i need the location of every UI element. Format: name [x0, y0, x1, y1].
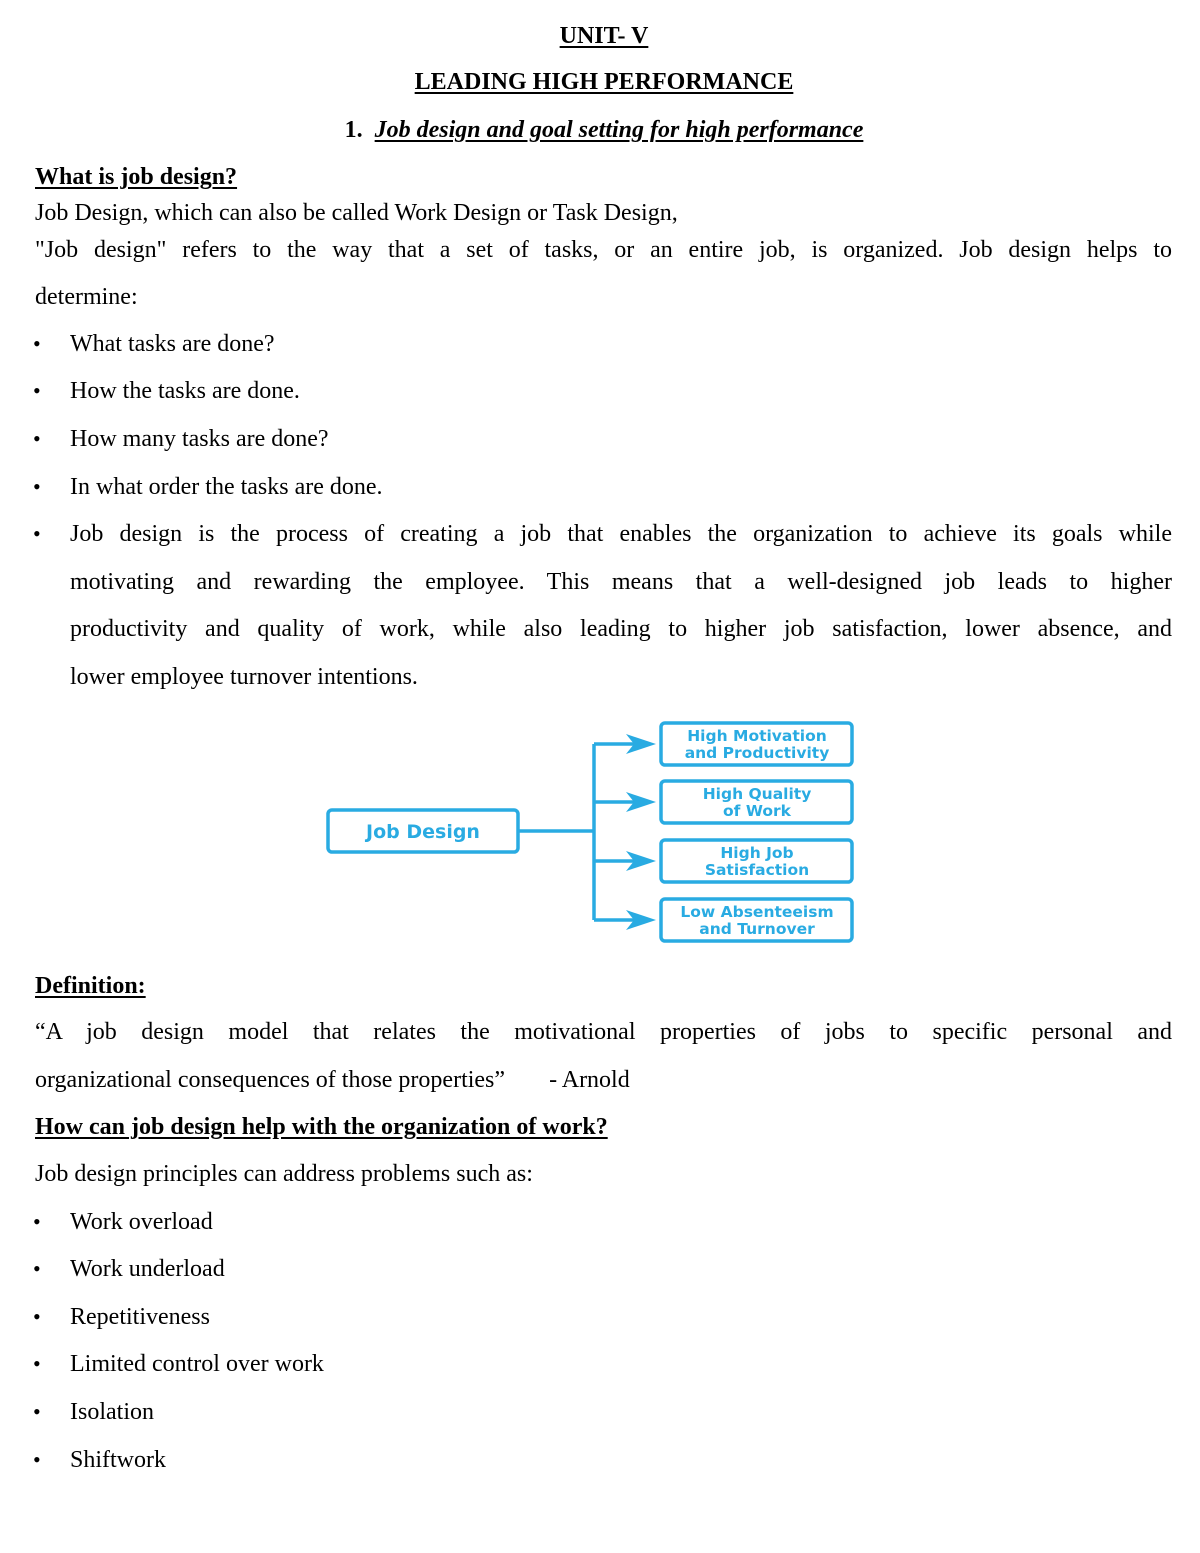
long-bullet-line: Job design is the process of creating a job that enables the organization to achieve its goals while [70, 521, 1172, 547]
definition-quote-end [35, 1065, 630, 1095]
job-design-box-label: Job Design [366, 821, 480, 843]
bullet-icon: • [33, 1399, 41, 1424]
list-item: Repetitiveness [70, 1304, 210, 1330]
list-item: How the tasks are done. [70, 378, 300, 404]
list-item: In what order the tasks are done. [70, 474, 383, 500]
job-design-intro: Job Design, which can also be called Work Design or Task Design, [35, 200, 678, 226]
definition-heading: Definition: [35, 973, 146, 999]
organization-heading: How can job design help with the organization of work? [35, 1114, 608, 1140]
bullet-icon: • [33, 1256, 41, 1281]
list-item: Shiftwork [70, 1447, 166, 1473]
definition-quote-line: “A job design model that relates the motivational properties of jobs to specific personal and [35, 1019, 1172, 1045]
list-item: Work overload [70, 1209, 213, 1235]
outcome-label: Low Absenteeism [680, 903, 834, 921]
job-design-paragraph-line: "Job design" refers to the way that a set of tasks, or an entire job, is organized. Job design helps to [35, 237, 1172, 263]
section-heading [0, 115, 1200, 145]
long-bullet-line: productivity and quality of work, while also leading to higher job satisfaction, lower absence, and [70, 616, 1172, 642]
job-design-diagram [0, 715, 1200, 950]
bullet-icon: • [33, 331, 41, 356]
bullet-icon: • [33, 1304, 41, 1329]
section-title: Job design and goal setting for high performance [374, 117, 864, 143]
long-bullet-line: motivating and rewarding the employee. This means that a well-designed job leads to higher [70, 569, 1172, 595]
outcome-label: of Work [723, 802, 791, 820]
list-item: What tasks are done? [70, 331, 275, 357]
job-design-heading: What is job design? [35, 164, 238, 190]
outcome-label: High Quality [702, 785, 812, 803]
bullet-icon: • [33, 1351, 41, 1376]
bullet-icon: • [33, 1447, 41, 1472]
bullet-icon: • [33, 1209, 41, 1234]
bullet-icon: • [33, 521, 41, 546]
bullet-icon: • [33, 426, 41, 451]
bullet-icon: • [33, 474, 41, 499]
outcome-label: Satisfaction [704, 861, 810, 879]
bullet-icon: • [33, 378, 41, 403]
outcome-label: and Productivity [684, 744, 830, 762]
section-number: 1. [344, 117, 363, 143]
list-item: How many tasks are done? [70, 426, 329, 452]
outcome-label: High Motivation [687, 727, 827, 745]
outcome-label: High Job [720, 844, 794, 862]
list-item: Work underload [70, 1256, 225, 1282]
unit-label: UNIT- V [559, 23, 649, 49]
organization-intro: Job design principles can address problems such as: [35, 1161, 533, 1187]
list-item: Limited control over work [70, 1351, 324, 1377]
outcome-label: and Turnover [699, 920, 815, 938]
job-design-paragraph-end: determine: [35, 284, 138, 310]
long-bullet-line: lower employee turnover intentions. [70, 664, 418, 690]
definition-author: - Arnold [549, 1067, 630, 1093]
list-item: Isolation [70, 1399, 154, 1425]
definition-quote-text: organizational consequences of those properties” [35, 1067, 506, 1093]
page-title: LEADING HIGH PERFORMANCE [414, 69, 794, 95]
